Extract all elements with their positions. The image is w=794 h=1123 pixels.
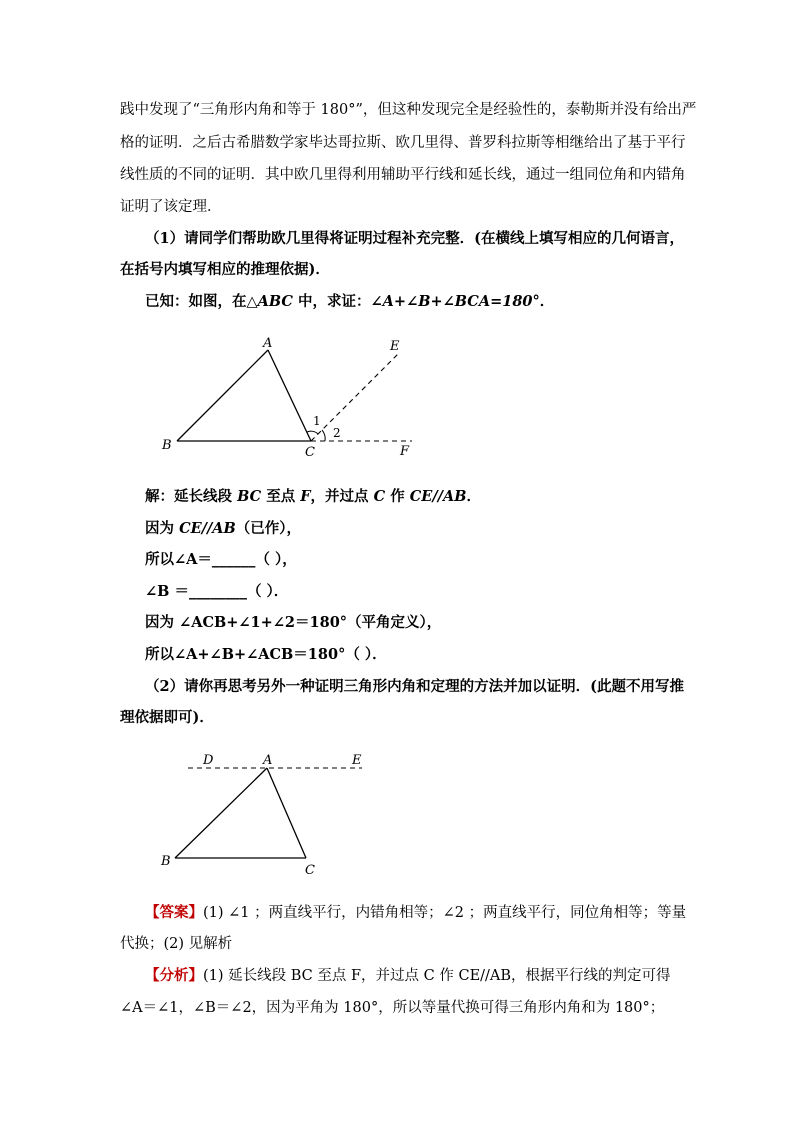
analysis-text-1: (1) 延长线段 BC 至点 F，并过点 C 作 CE//AB，根据平行线的判定可得 (203, 968, 671, 984)
s1-text-c: 至点 (261, 488, 301, 505)
s2-text-c: （已作）， (235, 520, 302, 537)
answer-text-1: (1) ∠1 ；两直线平行，内错角相等；∠2 ；两直线平行，同位角相等；等量 (203, 905, 687, 921)
analysis-line-1 (145, 966, 671, 986)
label-B: B (161, 854, 171, 869)
s1-text-g: 作 (385, 488, 410, 505)
given-middle: 中，求证： (292, 293, 371, 310)
analysis-tag: 【分析】 (145, 967, 203, 984)
s1-point-f: F (300, 488, 311, 505)
s1-text-e: ，并过点 (310, 488, 374, 505)
segment-AB (177, 350, 268, 441)
label-A: A (263, 336, 273, 351)
part2-question-line-2: 理依据即可)． (120, 709, 214, 726)
s1-end: ． (466, 488, 481, 505)
intro-line-4: 证明了该定理． (120, 199, 222, 215)
s1-parallel: CE//AB (409, 488, 467, 505)
label-angle-1: 1 (313, 414, 321, 428)
segment-AC (267, 768, 306, 858)
solution-step-4: ∠B ＝________（ ）． (145, 583, 289, 600)
s1-text-a: 解：延长线段 (145, 488, 238, 505)
label-E: E (352, 753, 362, 768)
answer-tag: 【答案】 (145, 904, 203, 921)
solution-step-3: 所以∠A＝______（ ）， (145, 551, 297, 568)
s1-point-c: C (373, 488, 386, 505)
solution-step-5: 因为 ∠ACB+∠1+∠2＝180°（平角定义）， (145, 614, 442, 631)
intro-line-2: 格的证明．之后古希腊数学家毕达哥拉斯、欧几里得、普罗科拉斯等相继给出了基于平行 (120, 135, 686, 151)
label-A: A (263, 753, 273, 768)
answer-line-1 (145, 903, 686, 923)
s1-seg-bc: BC (237, 488, 262, 505)
analysis-line-2: ∠A＝∠1，∠B＝∠2，因为平角为 180°，所以等量代换可得三角形内角和为 180°； (120, 1000, 665, 1016)
answer-line-2: 代换；(2) 见解析 (120, 936, 233, 952)
solution-step-1 (145, 487, 481, 507)
label-D: D (203, 753, 214, 768)
label-C: C (305, 445, 315, 460)
given-claim: ∠A+∠B+∠BCA=180° (370, 293, 540, 310)
label-F: F (400, 444, 410, 459)
given-triangle: △ABC (246, 293, 293, 310)
label-angle-2: 2 (333, 426, 341, 440)
label-C: C (305, 863, 315, 878)
segment-AC (268, 350, 311, 441)
intro-line-1: 践中发现了“三角形内角和等于 180°”，但这种发现完全是经验性的，泰勒斯并没有给出严 (120, 102, 697, 118)
figure-1-triangle (150, 330, 440, 465)
angle-2-arc (322, 430, 325, 441)
angle-1-arc (307, 431, 318, 434)
figure-2-triangle (150, 748, 380, 878)
part1-question-line-2: 在括号内填写相应的推理依据)． (120, 261, 330, 278)
dashed-CE (311, 354, 398, 441)
solution-step-2 (145, 519, 301, 539)
given-statement (145, 292, 554, 312)
solution-step-6: 所以∠A+∠B+∠ACB＝180°（ ）． (145, 646, 387, 663)
given-prefix: 已知：如图，在 (145, 293, 247, 310)
part2-question-line-1: （2）请你再思考另外一种证明三角形内角和定理的方法并加以证明．(此题不用写推 (145, 678, 684, 695)
s2-parallel: CE//AB (179, 520, 236, 537)
intro-line-3: 线性质的不同的证明．其中欧几里得利用辅助平行线和延长线，通过一组同位角和内错角 (120, 167, 686, 183)
segment-AB (175, 768, 267, 858)
given-end: ． (539, 293, 555, 310)
label-B: B (162, 438, 172, 453)
part1-question-line-1: （1）请同学们帮助欧几里得将证明过程补充完整．(在横线上填写相应的几何语言， (145, 230, 684, 247)
s2-text-a: 因为 (145, 520, 180, 537)
label-E: E (390, 339, 400, 354)
